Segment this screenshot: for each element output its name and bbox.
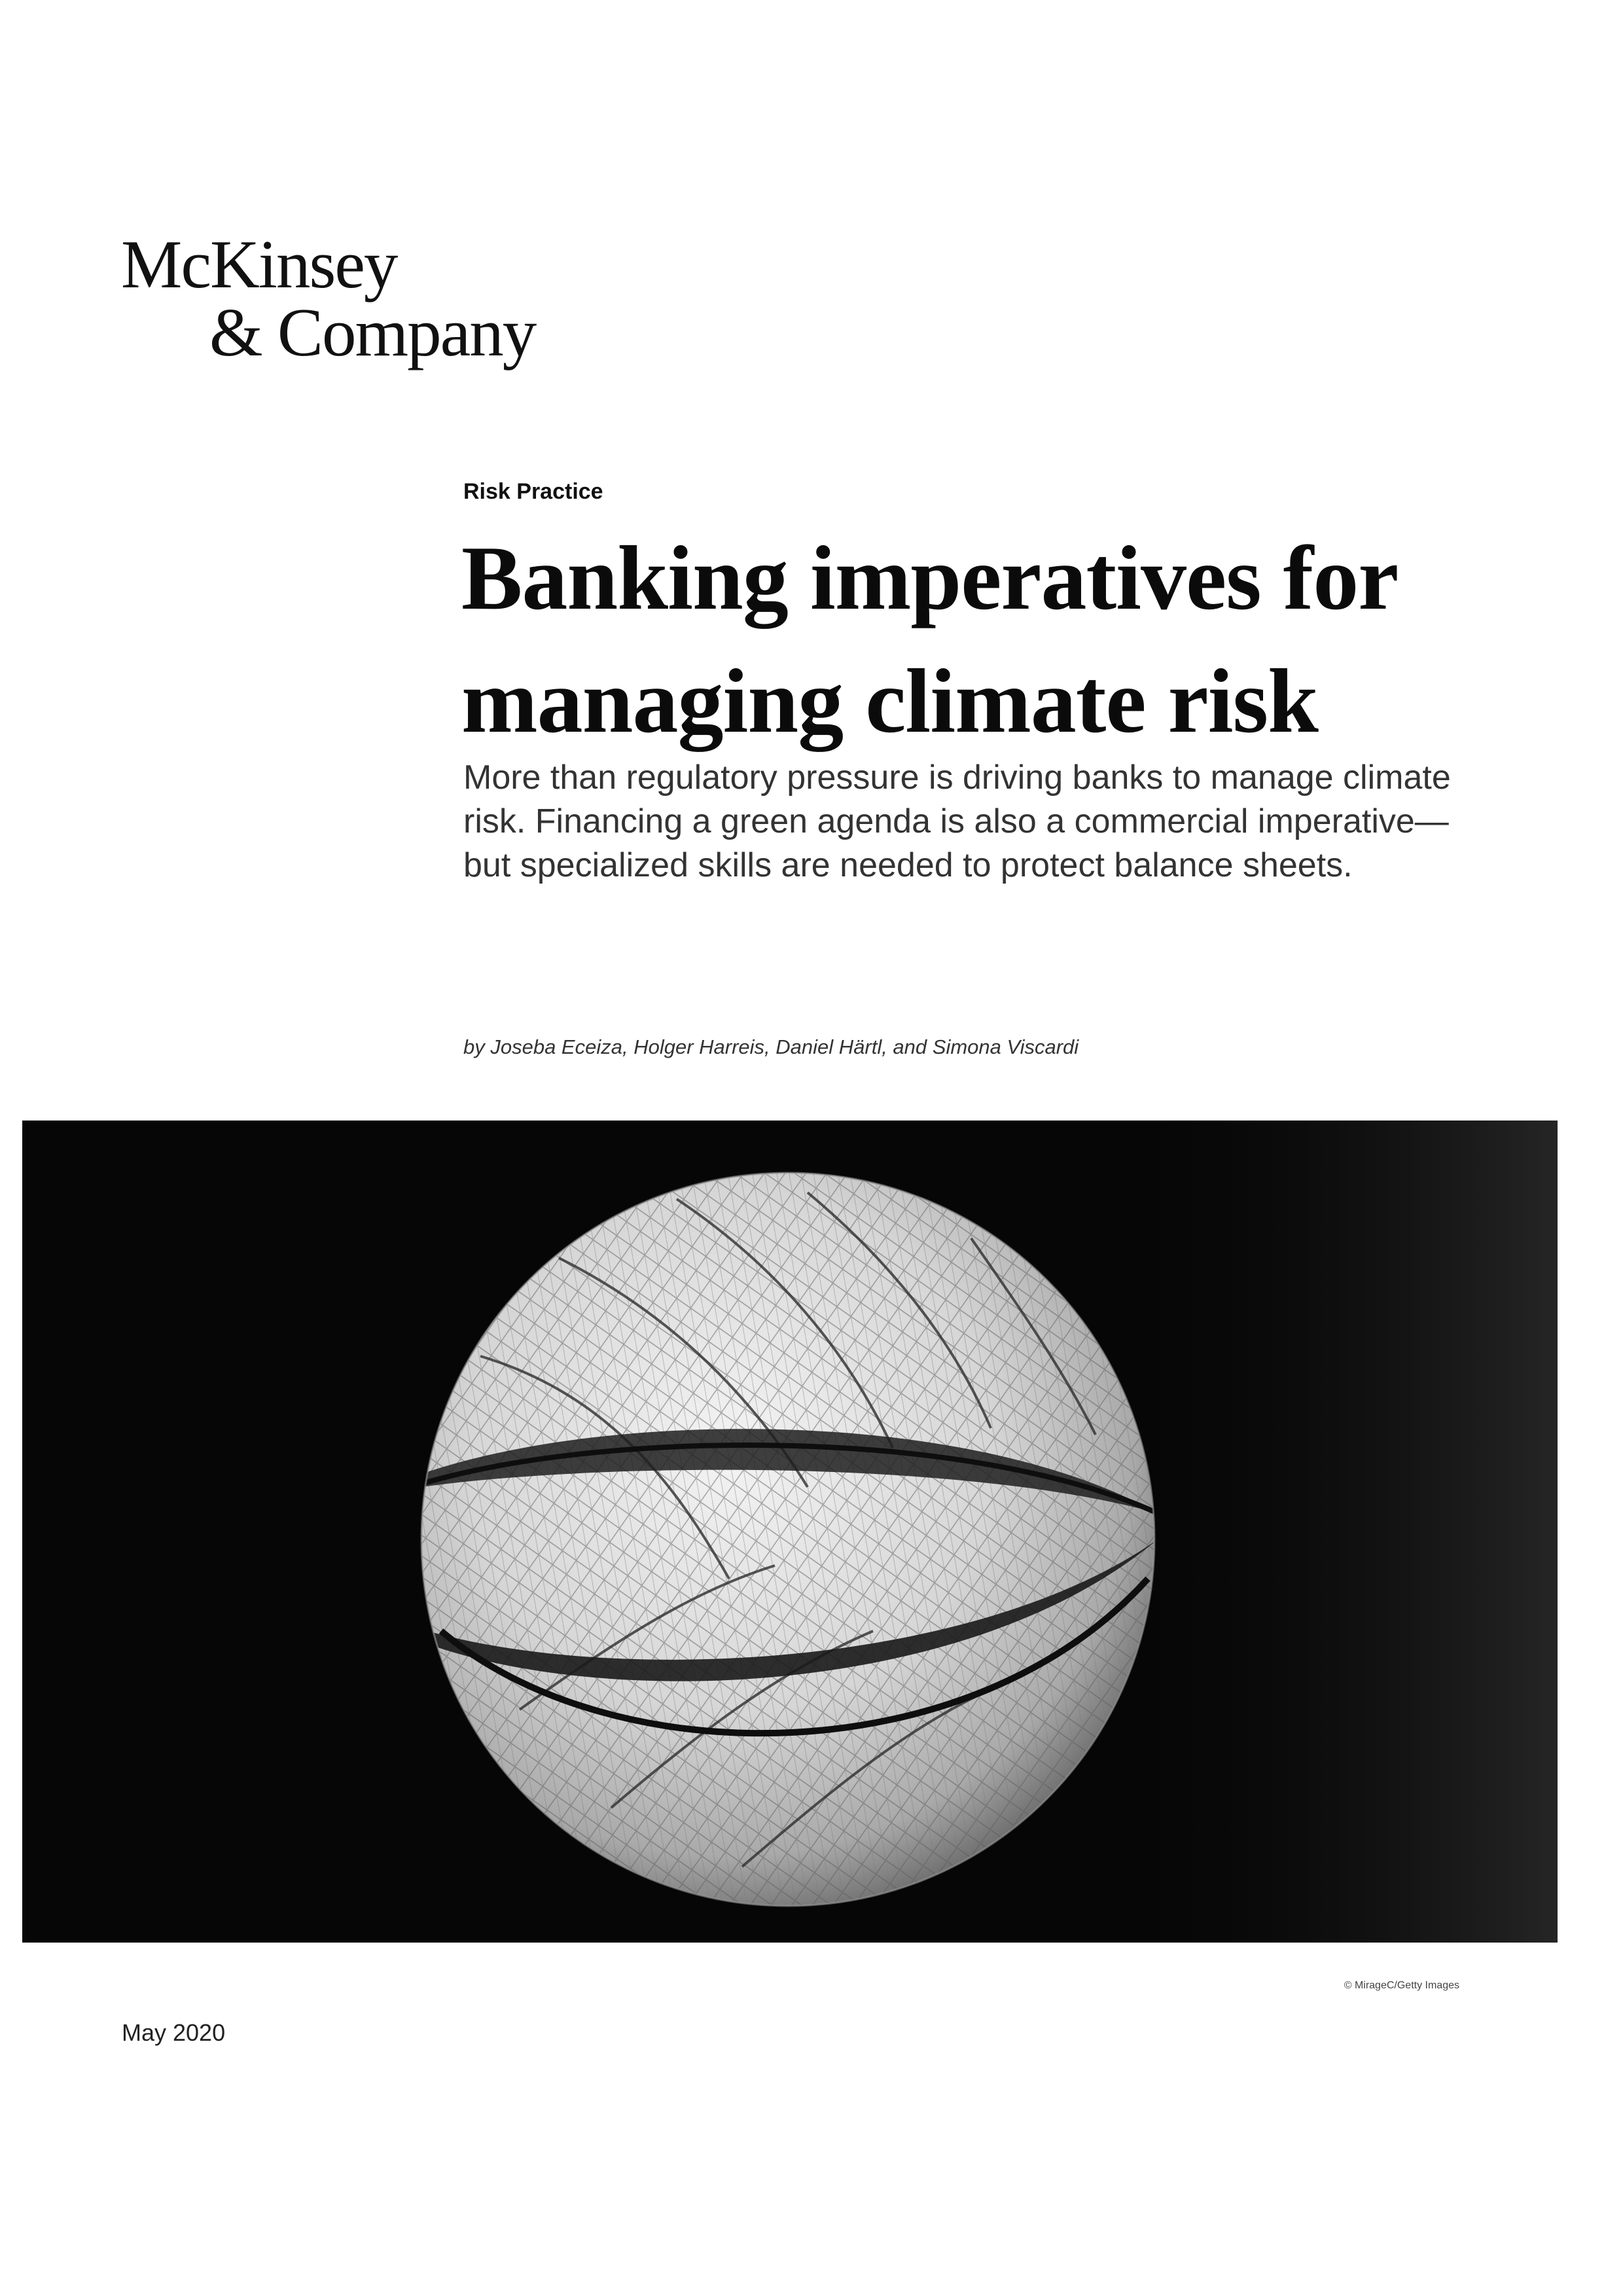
mckinsey-logo — [121, 226, 536, 370]
hero-image — [22, 1121, 1558, 1943]
article-title: Banking imperatives for managing climate risk — [461, 528, 1397, 752]
author-byline: by Joseba Eceiza, Holger Harreis, Daniel Härtl, and Simona Viscardi — [463, 1035, 1079, 1058]
article-subtitle: More than regulatory pressure is driving banks to manage climate risk. Financing a green agenda is also a commercial imperative—but specialized skills are needed to protect balance sheets. — [463, 759, 1451, 884]
publication-date: May 2020 — [122, 2019, 226, 2046]
logo-line-1: McKinsey — [121, 226, 397, 302]
leaf-sphere-illustration — [22, 1121, 1558, 1943]
practice-label: Risk Practice — [463, 479, 603, 504]
image-credit: © MirageC/Getty Images — [1344, 1980, 1459, 1991]
logo-line-2: & Company — [209, 294, 536, 370]
